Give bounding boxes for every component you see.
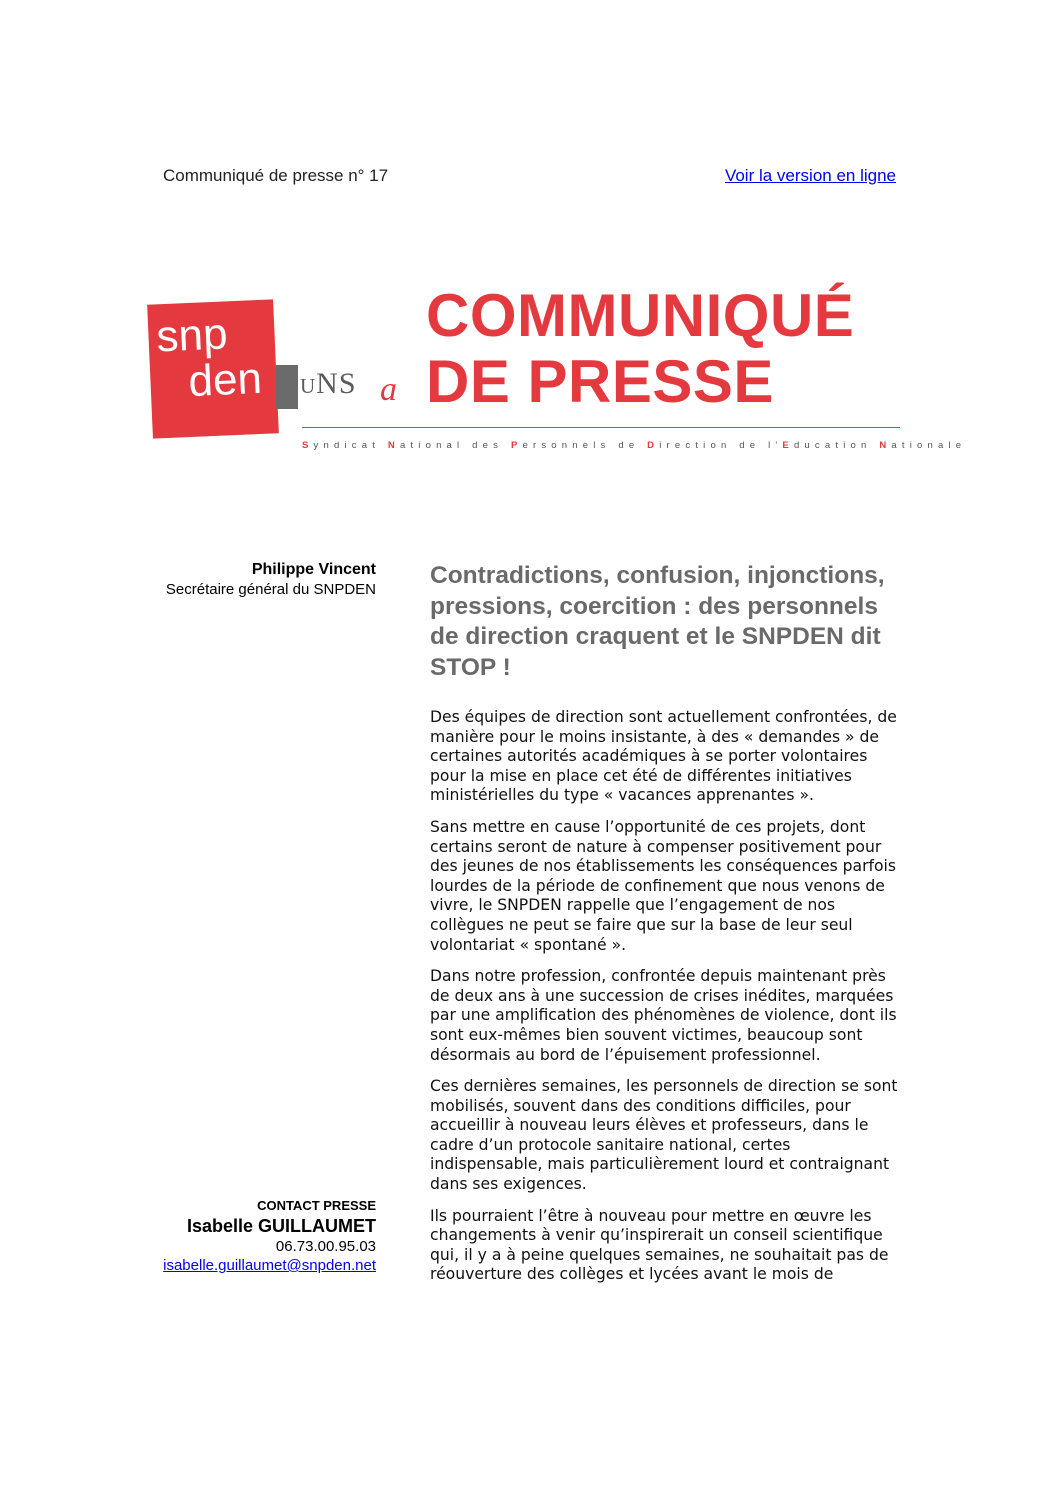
banner-divider — [302, 427, 900, 428]
article-paragraph: Dans notre profession, confrontée depuis maintenant près de deux ans à une succession de crises inédites, marquées par une amplification des phénomènes de violence, dont ils sont eux-mêmes bien souvent victimes, beaucoup sont désormais au bord de l’épuisement professionnel. — [430, 967, 897, 1064]
author-block — [166, 560, 376, 600]
online-version-link[interactable]: Voir la version en ligne — [724, 166, 896, 185]
union-name-word: irection de l' — [659, 440, 783, 451]
author-name: Philippe Vincent — [251, 561, 376, 578]
article-title: Contradictions, confusion, injonctions, pressions, coercition : des personnels de direction craquent et le SNPDEN dit STOP ! — [430, 562, 885, 681]
logo-snp-text: snp — [155, 309, 229, 362]
union-full-name — [302, 440, 967, 451]
union-name-word: ersonnels de — [522, 440, 648, 451]
contact-name: Isabelle GUILLAUMET — [186, 1216, 376, 1236]
article-paragraph: Ces dernières semaines, les personnels de direction se sont mobilisés, souvent dans des conditions difficiles, pour accueillir à nouveau leurs élèves et professeurs, dans le cadre d’un protocole sanitaire national, certes indispensable, mais particulièrement lourd et contraignant dans ses exigences. — [430, 1077, 898, 1194]
union-name-word: ational des — [399, 440, 511, 451]
article-body — [430, 708, 900, 1330]
snpden-logo — [147, 299, 279, 438]
article-paragraph: Ils pourraient l’être à nouveau pour mettre en œuvre les changements à venir qu’inspirerait un conseil scientifique qui, il y a à peine quelques semaines, ne souhaitait pas de réouverture des collèges et lycées avant le mois de — [430, 1206, 889, 1284]
unsa-logo-bar — [276, 365, 298, 409]
banner-line-2: DE PRESSE — [426, 348, 774, 415]
union-name-initial: S — [302, 440, 314, 451]
contact-phone: 06.73.00.95.03 — [275, 1238, 376, 1255]
union-name-initial: E — [782, 440, 794, 451]
union-name-initial: D — [647, 440, 660, 451]
unsa-logo — [276, 363, 396, 411]
union-name-initial: N — [879, 440, 892, 451]
unsa-logo-text: uNS — [300, 367, 357, 400]
union-name-word: ducation — [793, 440, 880, 451]
author-role: Secrétaire général du SNPDEN — [165, 581, 376, 598]
press-contact — [163, 1197, 376, 1275]
contact-email-link[interactable]: isabelle.guillaumet@snpden.net — [163, 1257, 376, 1274]
banner-headline — [426, 283, 854, 415]
banner-line-1: COMMUNIQUÉ — [426, 282, 855, 349]
logo-den-text: den — [187, 353, 263, 407]
union-name-word: yndicat — [313, 440, 388, 451]
unsa-logo-a: a — [380, 371, 397, 408]
union-name-word: ationale — [891, 440, 967, 451]
press-release-number: Communiqué de presse n° 17 — [163, 166, 389, 185]
article-paragraph: Des équipes de direction sont actuellement confrontées, de manière pour le moins insistante, à des « demandes » de certaines autorités académiques à se porter volontaires pour la mise en place cet été de différentes initiatives ministérielles du type « vacances apprenantes ». — [430, 708, 897, 805]
article-paragraph: Sans mettre en cause l’opportunité de ces projets, dont certains seront de nature à compenser positivement pour des jeunes de nos établissements les conséquences parfois lourdes de la période de confinement que nous venons de vivre, le SNPDEN rappelle que l’engagement de nos collègues ne peut se faire que sur la base de leur seul volontariat « spontané ». — [430, 817, 897, 954]
union-name-initial: N — [387, 440, 400, 451]
contact-heading: CONTACT PRESSE — [257, 1198, 376, 1213]
union-name-initial: P — [510, 440, 523, 451]
